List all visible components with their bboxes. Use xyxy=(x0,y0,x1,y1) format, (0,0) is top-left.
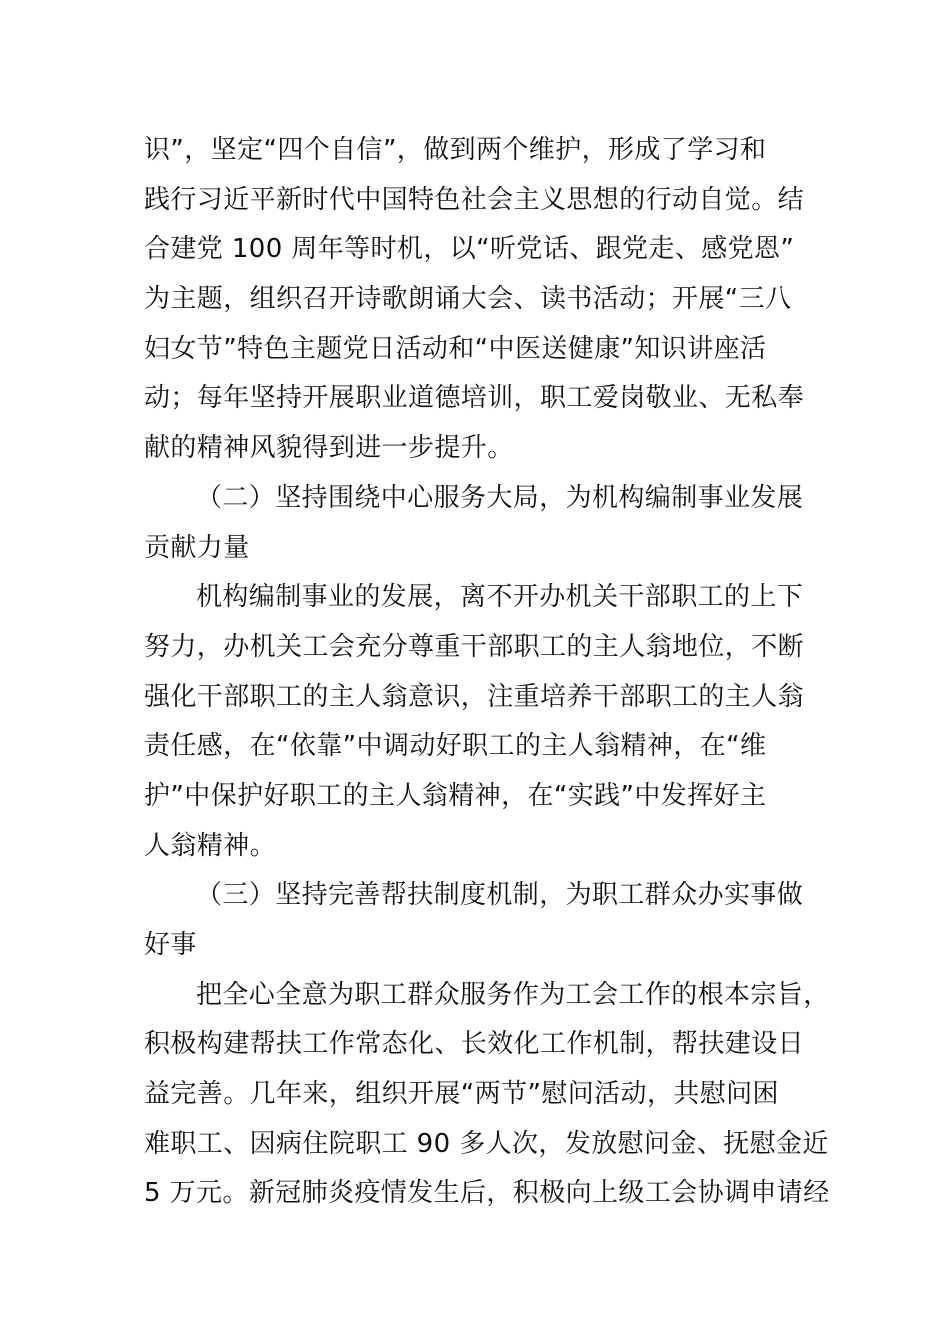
text-line: 努力，办机关工会充分尊重干部职工的主人翁地位，不断 xyxy=(144,631,805,662)
text-line: 献的精神风貌得到进一步提升。 xyxy=(144,433,514,464)
text-line: 合建党 100 周年等时机，以“听党话、跟党走、感党恩” xyxy=(144,234,795,265)
text-line: 积极构建帮扶工作常态化、长效化工作机制，帮扶建设日 xyxy=(144,1029,805,1060)
text-line: 护”中保护好职工的主人翁精神，在“实践”中发挥好主 xyxy=(144,780,767,811)
text-line: 5 万元。新冠肺炎疫情发生后，积极向上级工会协调申请经 xyxy=(144,1178,830,1209)
text-line: 把全心全意为职工群众服务作为工会工作的根本宗旨， xyxy=(196,979,830,1010)
text-line: （二）坚持围绕中心服务大局，为机构编制事业发展 xyxy=(196,482,804,513)
text-line: 动；每年坚持开展职业道德培训，职工爱岗敬业、无私奉 xyxy=(144,383,805,414)
text-line: （三）坚持完善帮扶制度机制，为职工群众办实事做 xyxy=(196,880,804,911)
text-line: 机构编制事业的发展，离不开办机关干部职工的上下 xyxy=(196,582,804,613)
text-line: 益完善。几年来，组织开展“两节”慰问活动，共慰问困 xyxy=(144,1079,779,1110)
text-line: 责任感，在“依靠”中调动好职工的主人翁精神，在“维 xyxy=(144,731,767,762)
text-line: 强化干部职工的主人翁意识，注重培养干部职工的主人翁 xyxy=(144,681,805,712)
text-line: 难职工、因病住院职工 90 多人次，发放慰问金、抚慰金近 xyxy=(144,1128,829,1159)
body-text xyxy=(144,126,830,1219)
text-line: 人翁精神。 xyxy=(144,830,277,861)
text-line: 识”，坚定“四个自信”，做到两个维护，形成了学习和 xyxy=(144,135,767,165)
text-line: 为主题，组织召开诗歌朗诵大会、读书活动；开展“三八 xyxy=(144,284,792,315)
text-line: 贡献力量 xyxy=(144,532,250,563)
text-line: 践行习近平新时代中国特色社会主义思想的行动自觉。结 xyxy=(144,184,805,215)
text-line: 好事 xyxy=(144,930,197,960)
text-line: 妇女节”特色主题党日活动和“中医送健康”知识讲座活 xyxy=(144,333,767,364)
